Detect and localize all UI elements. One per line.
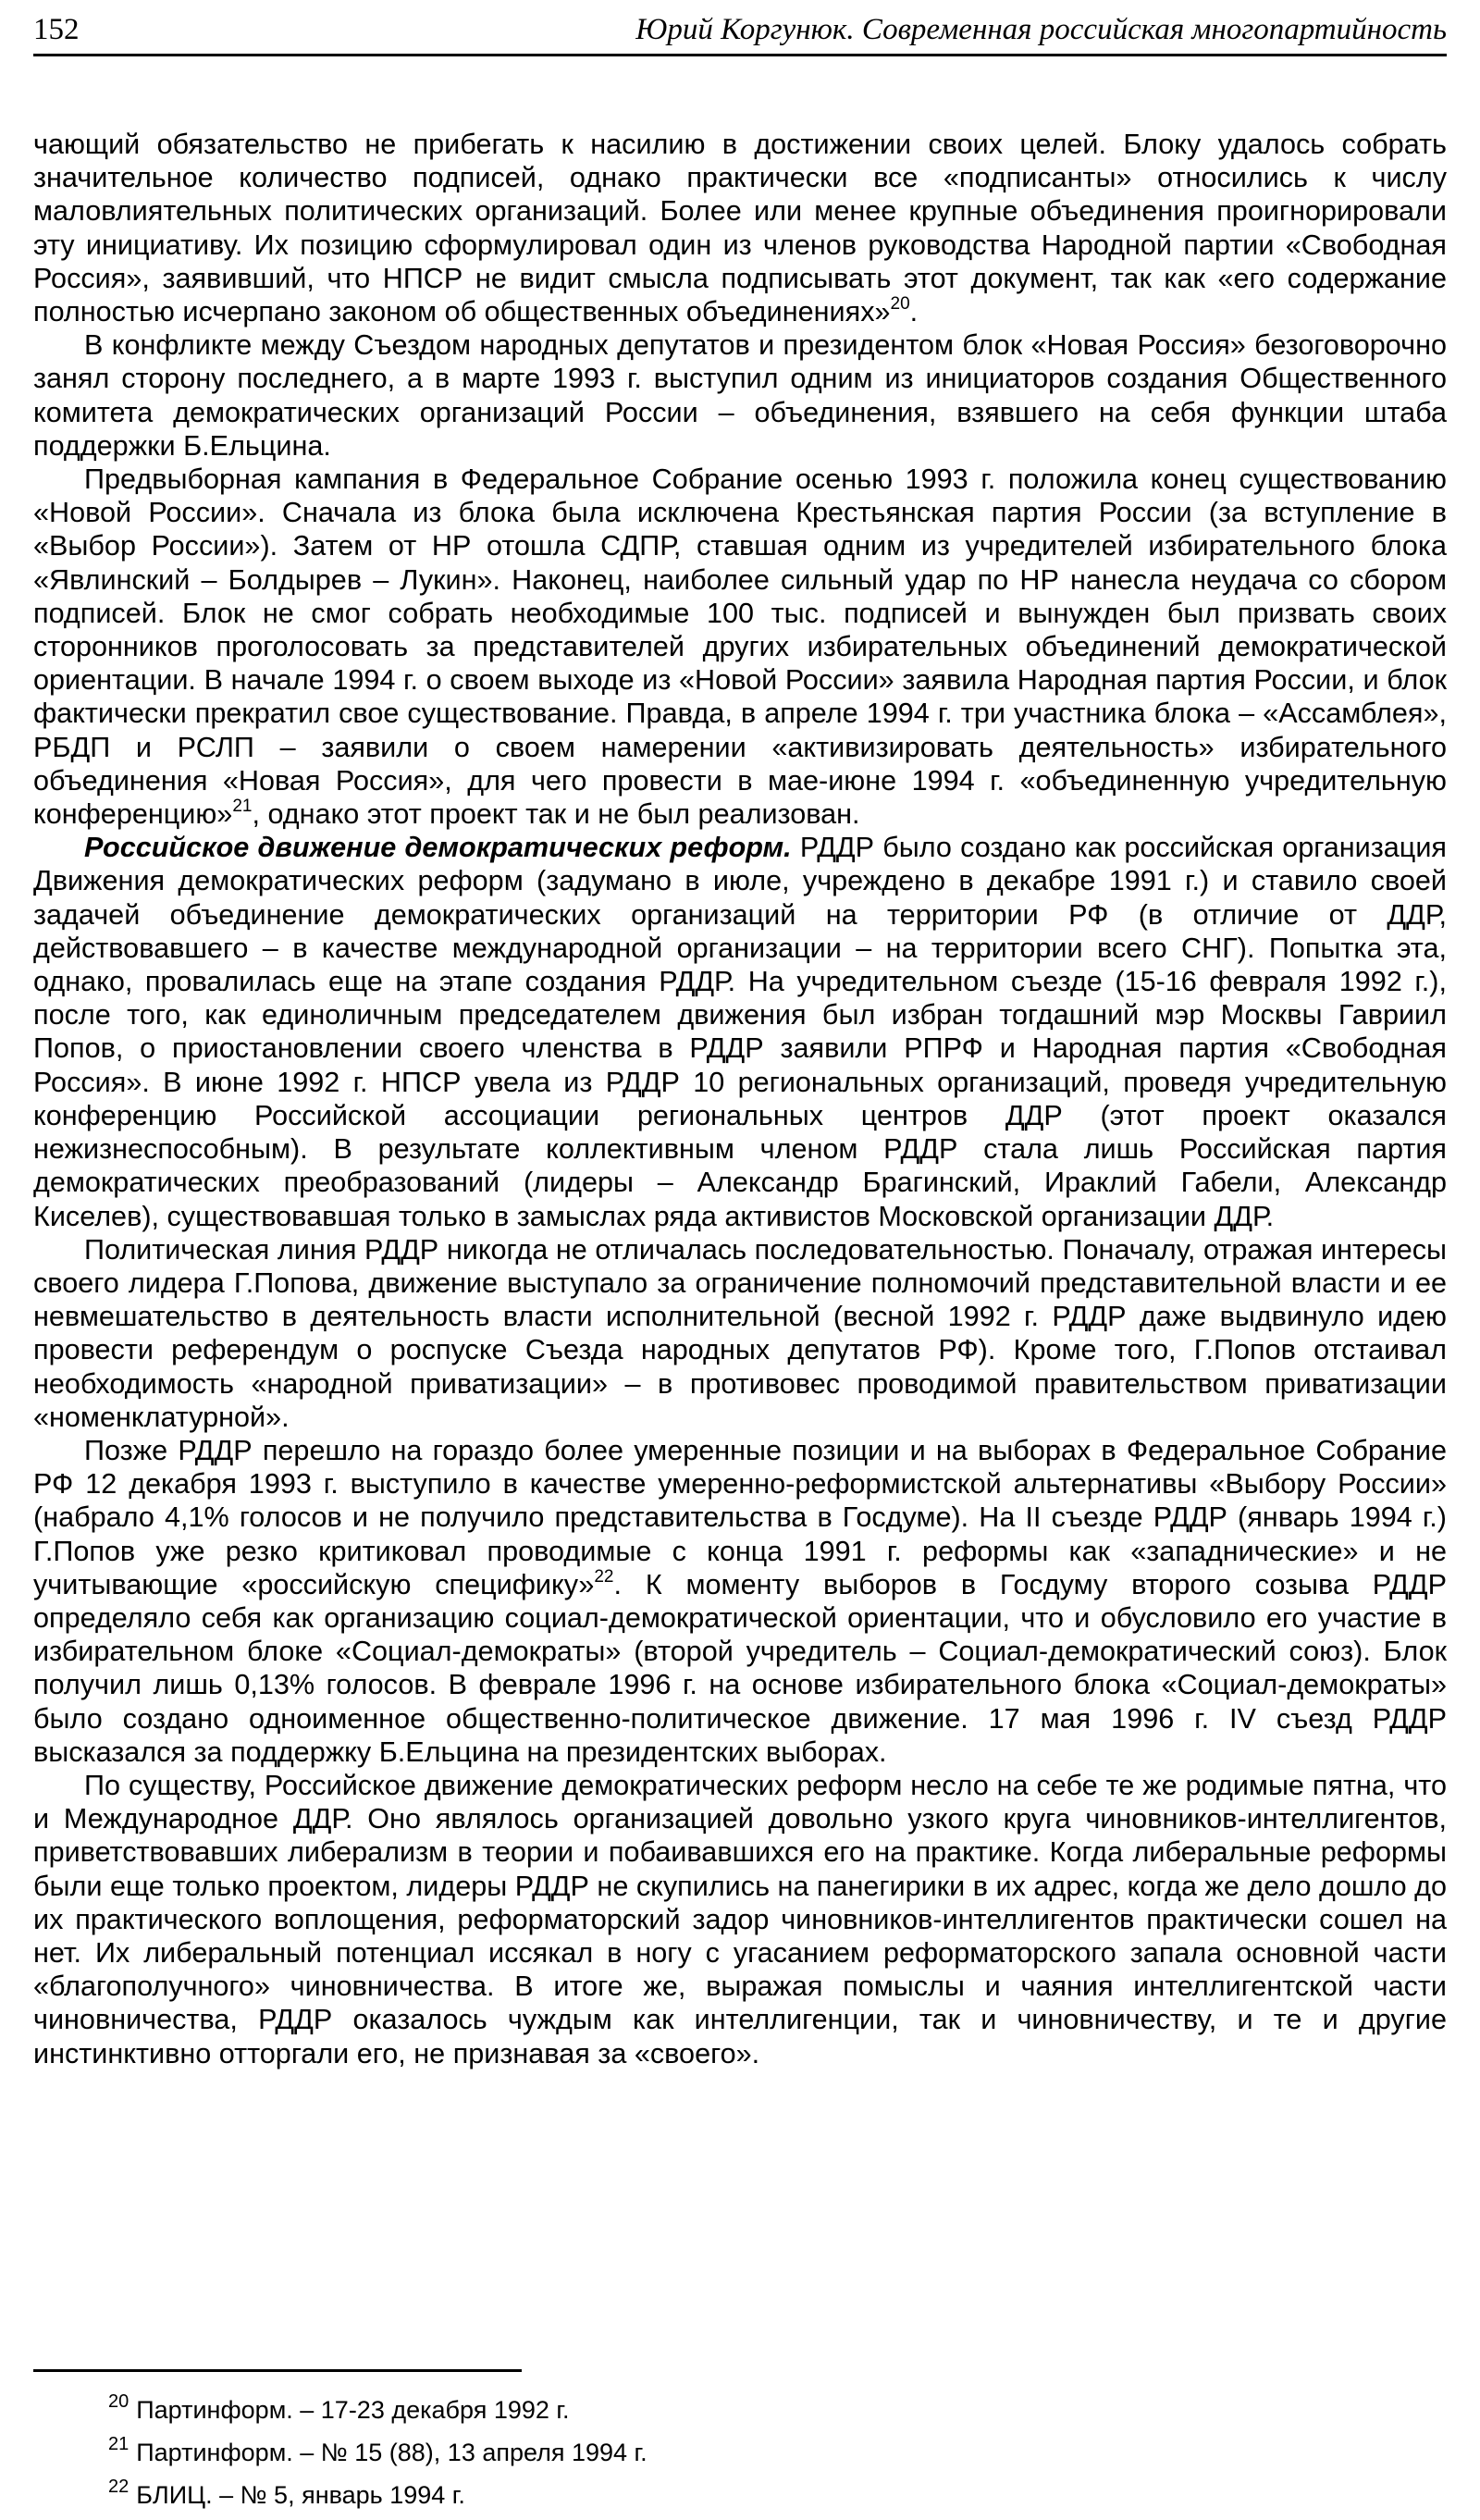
paragraph-continued [33,128,1447,328]
page-number: 152 [33,13,80,46]
section-heading: Российское движение демократических реформ. [84,832,792,864]
footnote-ref: 22 [594,1566,614,1587]
running-title: Юрий Коргунюк. Современная российская многопартийность [635,13,1447,46]
paragraph-text: , однако этот проект так и не был реализован. [252,798,860,831]
paragraph-text: Позже РДДР перешло на гораздо более умеренные позиции и на выборах в Федеральное Собрание РФ 12 декабря 1993 г. выступило в качестве умеренно-реформистской альтернативы «Выбору России» (набрало 4,1% голосов и не получило представительства в Госдуме). На II съезде РДДР (январь 1994 г.) Г.Попов уже резко критиковал проводимые с конца 1991 г. реформы как «западнические» и не учитывающие «российскую специфику» [33,1434,1447,1600]
paragraph-text: Предвыборная кампания в Федеральное Собрание осенью 1993 г. положила конец существованию «Новой России». Сначала из блока была исключена Крестьянская партия России (за вступление в «Выбор России»). Затем от НР отошла СДПР, ставшая одним из учредителей избирательного блока «Явлинский – Болдырев – Лукин». Наконец, наиболее сильный удар по НР нанесла неудача со сбором подписей. Блок не смог собрать необходимые 100 тыс. подписей и вынужден был призвать своих сторонников проголосовать за представителей других избирательных объединений демократической ориентации. В начале 1994 г. о своем выходе из «Новой России» заявила Народная партия России, и блок фактически прекратил свое существование. Правда, в апреле 1994 г. три участника блока – «Ассамблея», РБДП и РСЛП – заявили о своем намерении «активизировать деятельность» избирательного объединения «Новая Россия», для чего провести в мае-июне 1994 г. «объединенную учредительную конференцию» [33,463,1447,831]
footnote-number: 22 [108,2477,130,2497]
paragraph-text: . [909,296,919,328]
footnote [108,2389,1311,2431]
paragraph-text: . К моменту выборов в Госдуму второго созыва РДДР определяло себя как организацию социал-демократической ориентации, что и обусловило его участие в избирательном блоке «Социал-демократы» (второй учредитель – Социал-демократический союз). Блок получил лишь 0,13% голосов. В феврале 1996 г. на основе избирательного блока «Социал-демократы» было создано одноименное общественно-политическое движение. 17 мая 1996 г. IV съезд РДДР высказался за поддержку Б.Ельцина на президентских выборах. [33,1568,1447,1768]
body-text [33,128,1447,2070]
running-header [33,7,1447,56]
paragraph-text: чающий обязательство не прибегать к насилию в достижении своих целей. Блоку удалось собрать значительное количество подписей, однако практически все «подписанты» относились к числу маловлиятельных политических организаций. Более или менее крупные объединения проигнорировали эту инициативу. Их позицию сформулировал один из членов руководства Народной партии «Свободная Россия», заявивший, что НПСР не видит смысла подписывать этот документ, так как «его содержание полностью исчерпано законом об общественных объединениях» [33,129,1447,328]
footnote-number: 20 [108,2391,130,2412]
paragraph: Политическая линия РДДР никогда не отличалась последовательностью. Поначалу, отражая интересы своего лидера Г.Попова, движение выступало за ограничение полномочий представительной власти и ее невмешательство в деятельность власти исполнительной (весной 1992 г. РДДР даже выдвинуло идею провести референдум о роспуске Съезда народных депутатов РФ). Кроме того, Г.Попов отстаивал необходимость «народной приватизации» – в противовес проводимой правительством приватизации «номенклатурной». [33,1233,1447,1433]
paragraph [33,831,1447,1232]
footnote-ref: 21 [232,797,253,817]
footnotes [108,2389,1311,2516]
footnote-text: Партинформ. – № 15 (88), 13 апреля 1994 г. [136,2439,648,2466]
paragraph: По существу, Российское движение демократических реформ несло на себе те же родимые пятна, что и Международное ДДР. Оно являлось организацией довольно узкого круга чиновников-интеллигентов, приветствовавших либерализм в теории и побаивавшихся его на практике. Когда либеральные реформы были еще только проектом, лидеры РДДР не скупились на панегирики в их адрес, когда же дело дошло до их практического воплощения, реформаторский задор чиновников-интеллигентов практически сошел на нет. Их либеральный потенциал иссякал в ногу с угасанием реформаторского запала основной части «благополучного» чиновничества. В итоге же, выражая помыслы и чаяния интеллигентской части чиновничества, РДДР оказалось чуждым как интеллигенции, так и чиновничеству, и те и другие инстинктивно отторгали его, не признавая за «своего». [33,1769,1447,2069]
footnote [108,2431,1311,2474]
footnote-separator [33,2369,522,2372]
footnote-text: Партинформ. – 17-23 декабря 1992 г. [136,2396,570,2424]
footnote-text: БЛИЦ. – № 5, январь 1994 г. [136,2481,465,2509]
paragraph [33,1434,1447,1769]
footnote-number: 21 [108,2434,130,2454]
paragraph-text: РДДР было создано как российская организация Движения демократических реформ (задумано в июле, учреждено в декабре 1991 г.) и ставило своей задачей объединение демократических организаций на территории РФ (в отличие от ДДР, действовавшего – в качестве международной организации – на территории всего СНГ). Попытка эта, однако, провалилась еще на этапе создания РДДР. На учредительном съезде (15-16 февраля 1992 г.), после того, как единоличным председателем движения был избран тогдашний мэр Москвы Гавриил Попов, о приостановлении своего членства в РДДР заявили РПРФ и Народная партия «Свободная Россия». В июне 1992 г. НПСР увела из РДДР 10 региональных организаций, проведя учредительную конференцию Российской ассоциации региональных центров ДДР (этот проект оказался нежизнеспособным). В результате коллективным членом РДДР стала лишь Российская партия демократических преобразований (лидеры – Александр Брагинский, Ираклий Габели, Александр Киселев), существовавшая только в замыслах ряда активистов Московской организации ДДР. [33,832,1447,1232]
paragraph [33,463,1447,831]
paragraph: В конфликте между Съездом народных депутатов и президентом блок «Новая Россия» безоговорочно занял сторону последнего, а в марте 1993 г. выступил одним из инициаторов создания Общественного комитета демократических организаций России – объединения, взявшего на себя функции штаба поддержки Б.Ельцина. [33,329,1447,462]
footnote [108,2474,1311,2516]
footnote-ref: 20 [890,294,910,315]
